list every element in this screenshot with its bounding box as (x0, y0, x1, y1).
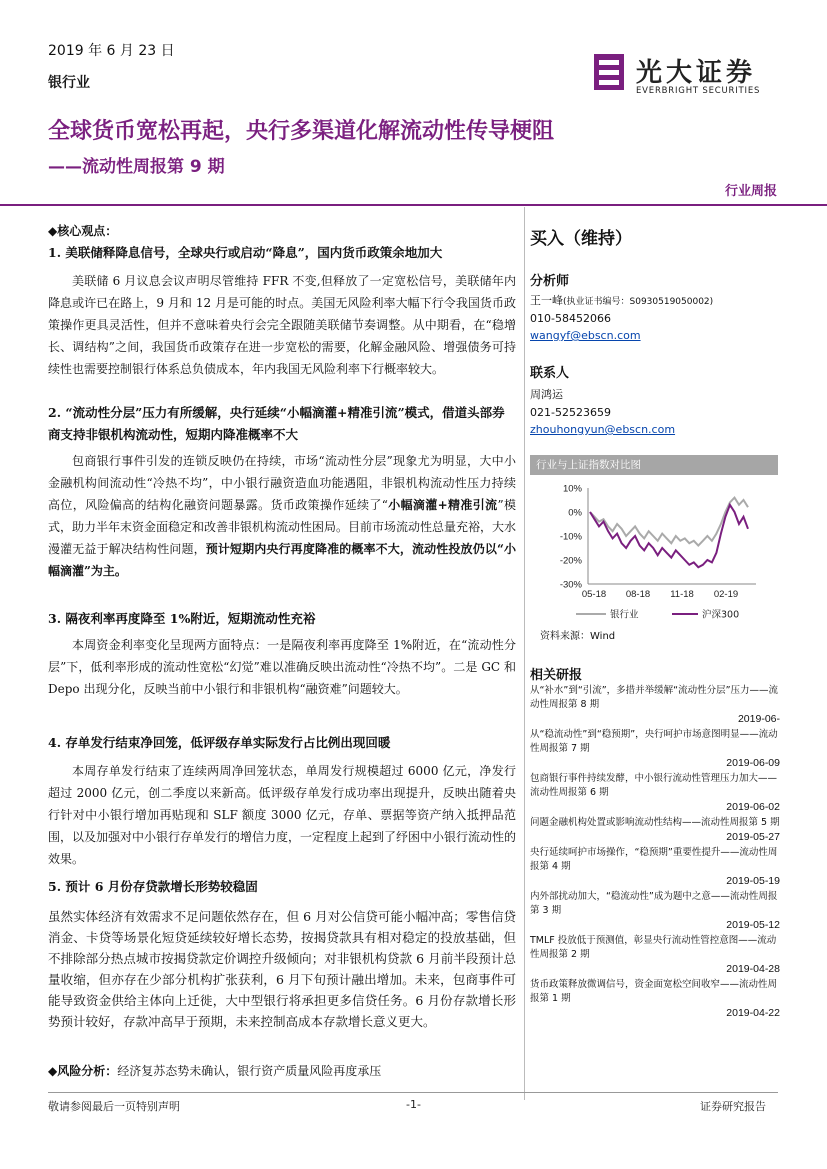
column-divider (524, 207, 525, 1100)
analyst-name: 王一峰 (530, 294, 563, 307)
section-4-title: 4. 存单发行结束净回笼，低评级存单实际发行占比例出现回暖 (48, 735, 391, 750)
chart-source: 资料来源：Wind (540, 631, 616, 642)
x-tick-label: 05-18 (581, 589, 607, 600)
legend-label-bank: 银行业 (610, 609, 639, 621)
section-1-title: 1. 美联储释降息信号，全球央行或启动“降息”，国内货币政策余地加大 (48, 245, 443, 260)
report-date: 2019 年 6 月 23 日 (48, 43, 175, 59)
report-type: 行业周报 (724, 184, 777, 199)
related-heading: 相关研报 (530, 668, 583, 683)
related-report-date: 2019-06-02 (726, 801, 780, 813)
comparison-chart (530, 478, 780, 626)
logo-en: EVERBRIGHT SECURITIES (636, 86, 761, 96)
related-report-date: 2019-06-09 (726, 757, 780, 769)
related-report-item[interactable] (530, 772, 780, 814)
related-reports-list (530, 684, 780, 1022)
analyst-cert: (执业证书编号：S0930519050002) (563, 297, 714, 307)
footer-disclaimer: 敬请参阅最后一页特别声明 (48, 1100, 180, 1113)
related-report-date: 2019-06- (737, 713, 780, 725)
x-tick-label: 08-18 (625, 589, 651, 600)
analyst-email-link[interactable]: wangyf@ebscn.com (530, 329, 641, 342)
risk-label: ◆风险分析： (48, 1064, 118, 1078)
section-2-text-c: ”模式，助力半年末资金面稳定和改善非银机构流动性困局。目前市场流动性总量充裕，大水漫灌无益于解决结构性问题， (48, 498, 517, 556)
analyst-name-line (530, 292, 780, 311)
page-number: -1- (406, 1098, 421, 1111)
section-4-body: 本周存单发行结束了连续两周净回笼状态，单周发行规模超过 6000 亿元，净发行超过 2000 亿元，创二季度以来新高。低评级存单发行成功率出现提升，反映出随着央行针对中小银行增加再贴现和 SLF 额度 3000 亿元，存单、票据等资产纳入抵押品范围，以及加强对中小银行存单发行的增信力度，一定程度上起到了纾困中小银行流动性的效果。 (48, 764, 517, 866)
logo-cn: 光大证券 (636, 58, 757, 88)
legend-label-hs300: 沪深300 (702, 609, 740, 621)
header-divider (0, 204, 827, 206)
y-tick-label: 10% (562, 483, 582, 495)
report-title: 全球货币宽松再起，央行多渠道化解流动性传导梗阻 (48, 119, 555, 144)
footer-type: 证券研究报告 (700, 1100, 766, 1113)
related-report-date: 2019-04-22 (726, 1007, 780, 1019)
related-report-date: 2019-05-19 (726, 875, 780, 887)
related-report-date: 2019-04-28 (726, 963, 780, 975)
analyst-heading: 分析师 (530, 274, 570, 289)
x-tick-label: 11-18 (670, 589, 694, 600)
related-report-title: 央行延续呵护市场操作，“稳预期”重要性提升——流动性周报第 4 期 (530, 847, 778, 872)
related-report-title: 问题金融机构处置或影响流动性结构——流动性周报第 5 期 (530, 817, 780, 828)
section-3-title: 3. 隔夜利率再度降至 1%附近，短期流动性充裕 (48, 611, 316, 626)
contact-email-link[interactable]: zhouhongyun@ebscn.com (530, 423, 676, 436)
related-report-title: 内外部扰动加大，“稳流动性”成为题中之意——流动性周报第 3 期 (530, 891, 778, 916)
y-tick-label: -30% (559, 579, 582, 591)
related-report-title: 从“补水”到“引流”，多措并举缓解“流动性分层”压力——流动性周报第 8 期 (530, 685, 779, 710)
section-5-title: 5. 预计 6 月份存贷款增长形势较稳固 (48, 879, 258, 894)
analyst-tel: 010-58452066 (530, 312, 611, 325)
report-subtitle: ——流动性周报第 9 期 (48, 157, 225, 177)
risk-analysis (48, 1062, 516, 1079)
section-1-body: 美联储 6 月议息会议声明尽管维持 FFR 不变,但释放了一定宽松信号，美联储年内降息或许已在路上，9 月和 12 月是可能的时点。美国无风险利率大幅下行令我国货币政策操作更具灵活性，但并不意味着央行会完全跟随美联储节奏调整。从中期看，在“稳增长、调结构”之间，我国货币政策存在进一步宽松的需要，化解金融风险、增强债务可持续性也需要控制银行体系总负债成本，年内我国无风险利率下行概率较大。 (48, 274, 516, 376)
related-report-date: 2019-05-27 (726, 831, 780, 843)
related-report-date: 2019-05-12 (726, 919, 780, 931)
x-tick-label: 02-19 (713, 589, 739, 600)
related-report-item[interactable] (530, 684, 780, 726)
related-report-item[interactable] (530, 846, 780, 888)
related-report-item[interactable] (530, 934, 780, 976)
section-2-text-a: 包商银行事件引发的连锁反映仍在持续，市场“流动性分层”现象尤为明显，大中小金融机构间流动性“冷热不均”，中小银行融资造血功能遇阻，非银机构流动性压力持续高位，风险偏高的结构化融资问题暴露。货币政策操作延续了“ (48, 454, 516, 512)
related-report-item[interactable] (530, 978, 780, 1020)
related-report-item[interactable] (530, 816, 780, 844)
contact-tel: 021-52523659 (530, 406, 611, 419)
section-2-text-d: 预计短期内央行再度降准的概率不大，流动性投放仍以“小幅滴灌”为主。 (48, 542, 516, 578)
related-report-title: TMLF 投放低于预测值，彰显央行流动性管控意图——流动性周报第 2 期 (530, 935, 777, 960)
contact-heading: 联系人 (530, 366, 570, 381)
contact-name: 周鸿运 (530, 388, 563, 401)
industry-label: 银行业 (48, 75, 90, 91)
related-report-title: 货币政策释放微调信号，资金面宽松空间收窄——流动性周报第 1 期 (530, 979, 778, 1004)
section-2-body (48, 450, 516, 582)
chart-title: 行业与上证指数对比图 (530, 455, 778, 475)
related-report-item[interactable] (530, 890, 780, 932)
related-report-title: 包商银行事件持续发酵，中小银行流动性管理压力加大——流动性周报第 6 期 (530, 773, 778, 798)
y-tick-label: -10% (559, 531, 582, 543)
section-2-title: 2. “流动性分层”压力有所缓解，央行延续“小幅滴灌+精准引流”模式，借道头部券商支持非银机构流动性，短期内降准概率不大 (48, 405, 505, 442)
y-tick-label: -20% (559, 555, 582, 567)
core-label: ◆核心观点： (48, 224, 118, 238)
footer-divider (48, 1092, 778, 1093)
rating: 买入（维持） (530, 229, 632, 249)
section-2-text-b: 小幅滴灌+精准引流 (387, 498, 498, 512)
section-5-body: 虽然实体经济有效需求不足问题依然存在，但 6 月对公信贷可能小幅冲高；零售信贷消金、卡贷等场景化短贷延续较好增长态势，按揭贷款具有相对稳定的投放基础，但不排除部分热点城市按揭贷款定价调控升级倾向；对非银机构贷款 6 月前半段预计总量收缩，但亦存在少部分机构扩张获利，6 月下旬预计融出增加。未来，包商事件可能导致资金供给主体向上迁徙，大中型银行将承担更多信贷任务。6 月份存款增长形势预计较好，存款冲高早于预期，未来控制高成本存款增长意义更大。 (48, 909, 516, 1029)
y-tick-label: 0% (568, 507, 582, 519)
related-report-item[interactable] (530, 728, 780, 770)
related-report-title: 从“稳流动性”到“稳预期”，央行呵护市场意图明显——流动性周报第 7 期 (530, 729, 778, 754)
risk-body: 经济复苏态势未确认，银行资产质量风险再度承压 (117, 1064, 382, 1078)
section-3-body: 本周资金利率变化呈现两方面特点：一是隔夜利率再度降至 1%附近，在“流动性分层”下，低利率形成的流动性宽松“幻觉”难以准确反映出流动性“冷热不均”。二是 GC 和 Depo 出现分化，反映当前中小银行和非银机构“融资难”问题较大。 (48, 638, 516, 696)
